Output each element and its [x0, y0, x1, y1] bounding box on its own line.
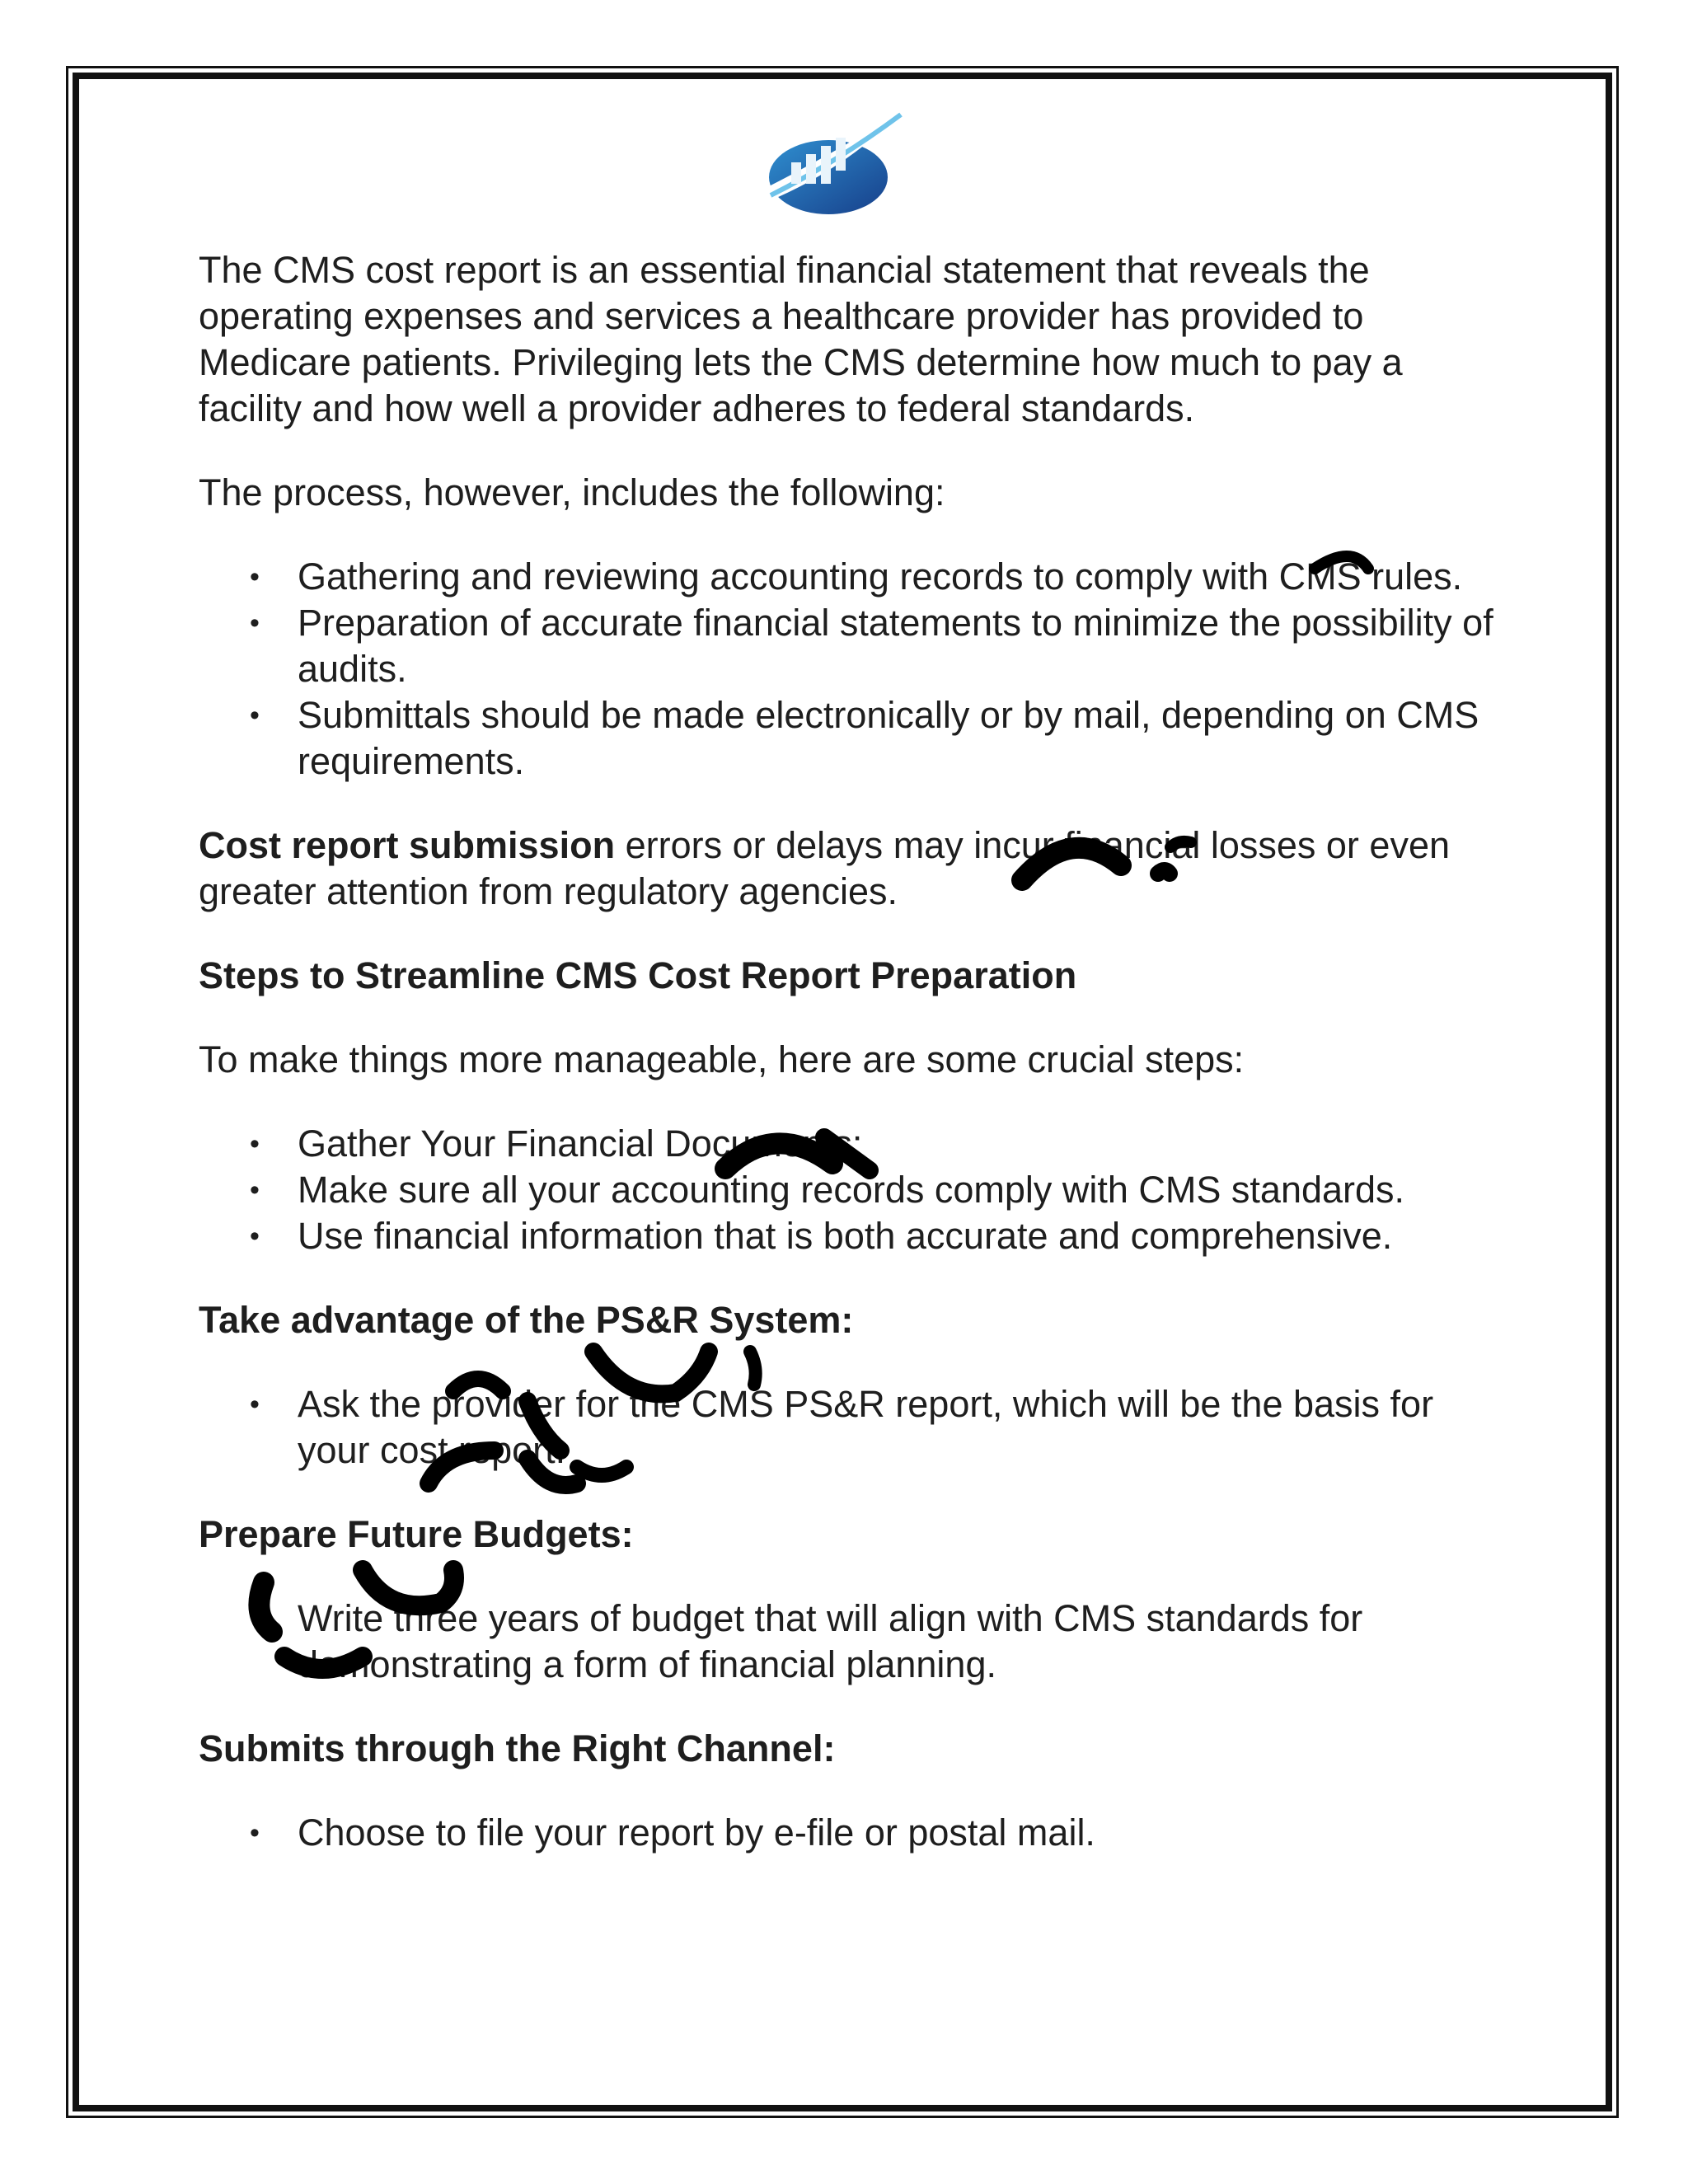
list-item: • Gather Your Financial Documents:	[298, 1121, 1501, 1167]
list-item: • Preparation of accurate financial statements to minimize the possibility of audits.	[298, 600, 1501, 692]
intro-paragraph: The CMS cost report is an essential financial statement that reveals the operating expenses and services a healthcare provider has provided to Medicare patients. Privileging lets the CMS determine how much to pay a facility and how well a provider adheres to federal standards.	[199, 249, 1403, 429]
list-item: • Write three years of budget that will align with CMS standards for demonstrating a form of financial planning.	[298, 1596, 1501, 1688]
steps-intro: To make things more manageable, here are some crucial steps:	[199, 1038, 1245, 1080]
errors-bold-text: Cost report submission	[199, 824, 616, 866]
list-item: • Submittals should be made electronically or by mail, depending on CMS requirements.	[298, 692, 1501, 785]
list-item: • Gathering and reviewing accounting records to comply with CMS rules.	[298, 554, 1501, 600]
channel-heading: Submits through the Right Channel:	[199, 1727, 836, 1769]
bar-chart-globe-logo-icon	[746, 103, 919, 235]
list-item: • Choose to file your report by e-file or postal mail.	[298, 1810, 1501, 1856]
budgets-heading: Prepare Future Budgets:	[199, 1513, 634, 1555]
psr-list	[199, 1381, 1501, 1474]
document-body	[199, 247, 1501, 1894]
steps-heading: Steps to Streamline CMS Cost Report Preparation	[199, 954, 1077, 996]
process-list	[199, 554, 1501, 785]
channel-list	[199, 1810, 1501, 1856]
budgets-list	[199, 1596, 1501, 1688]
errors-rest-text: errors or delays may incur financial losses or even greater attention from regulatory agencies.	[199, 824, 1450, 912]
process-intro: The process, however, includes the following:	[199, 471, 945, 513]
steps-list	[199, 1121, 1501, 1259]
list-item: • Make sure all your accounting records comply with CMS standards.	[298, 1167, 1501, 1213]
list-item: • Ask the provider for the CMS PS&R report, which will be the basis for your cost report.	[298, 1381, 1501, 1474]
list-item: • Use financial information that is both accurate and comprehensive.	[298, 1213, 1501, 1259]
errors-paragraph	[199, 823, 1501, 915]
psr-heading: Take advantage of the PS&R System:	[199, 1299, 854, 1341]
